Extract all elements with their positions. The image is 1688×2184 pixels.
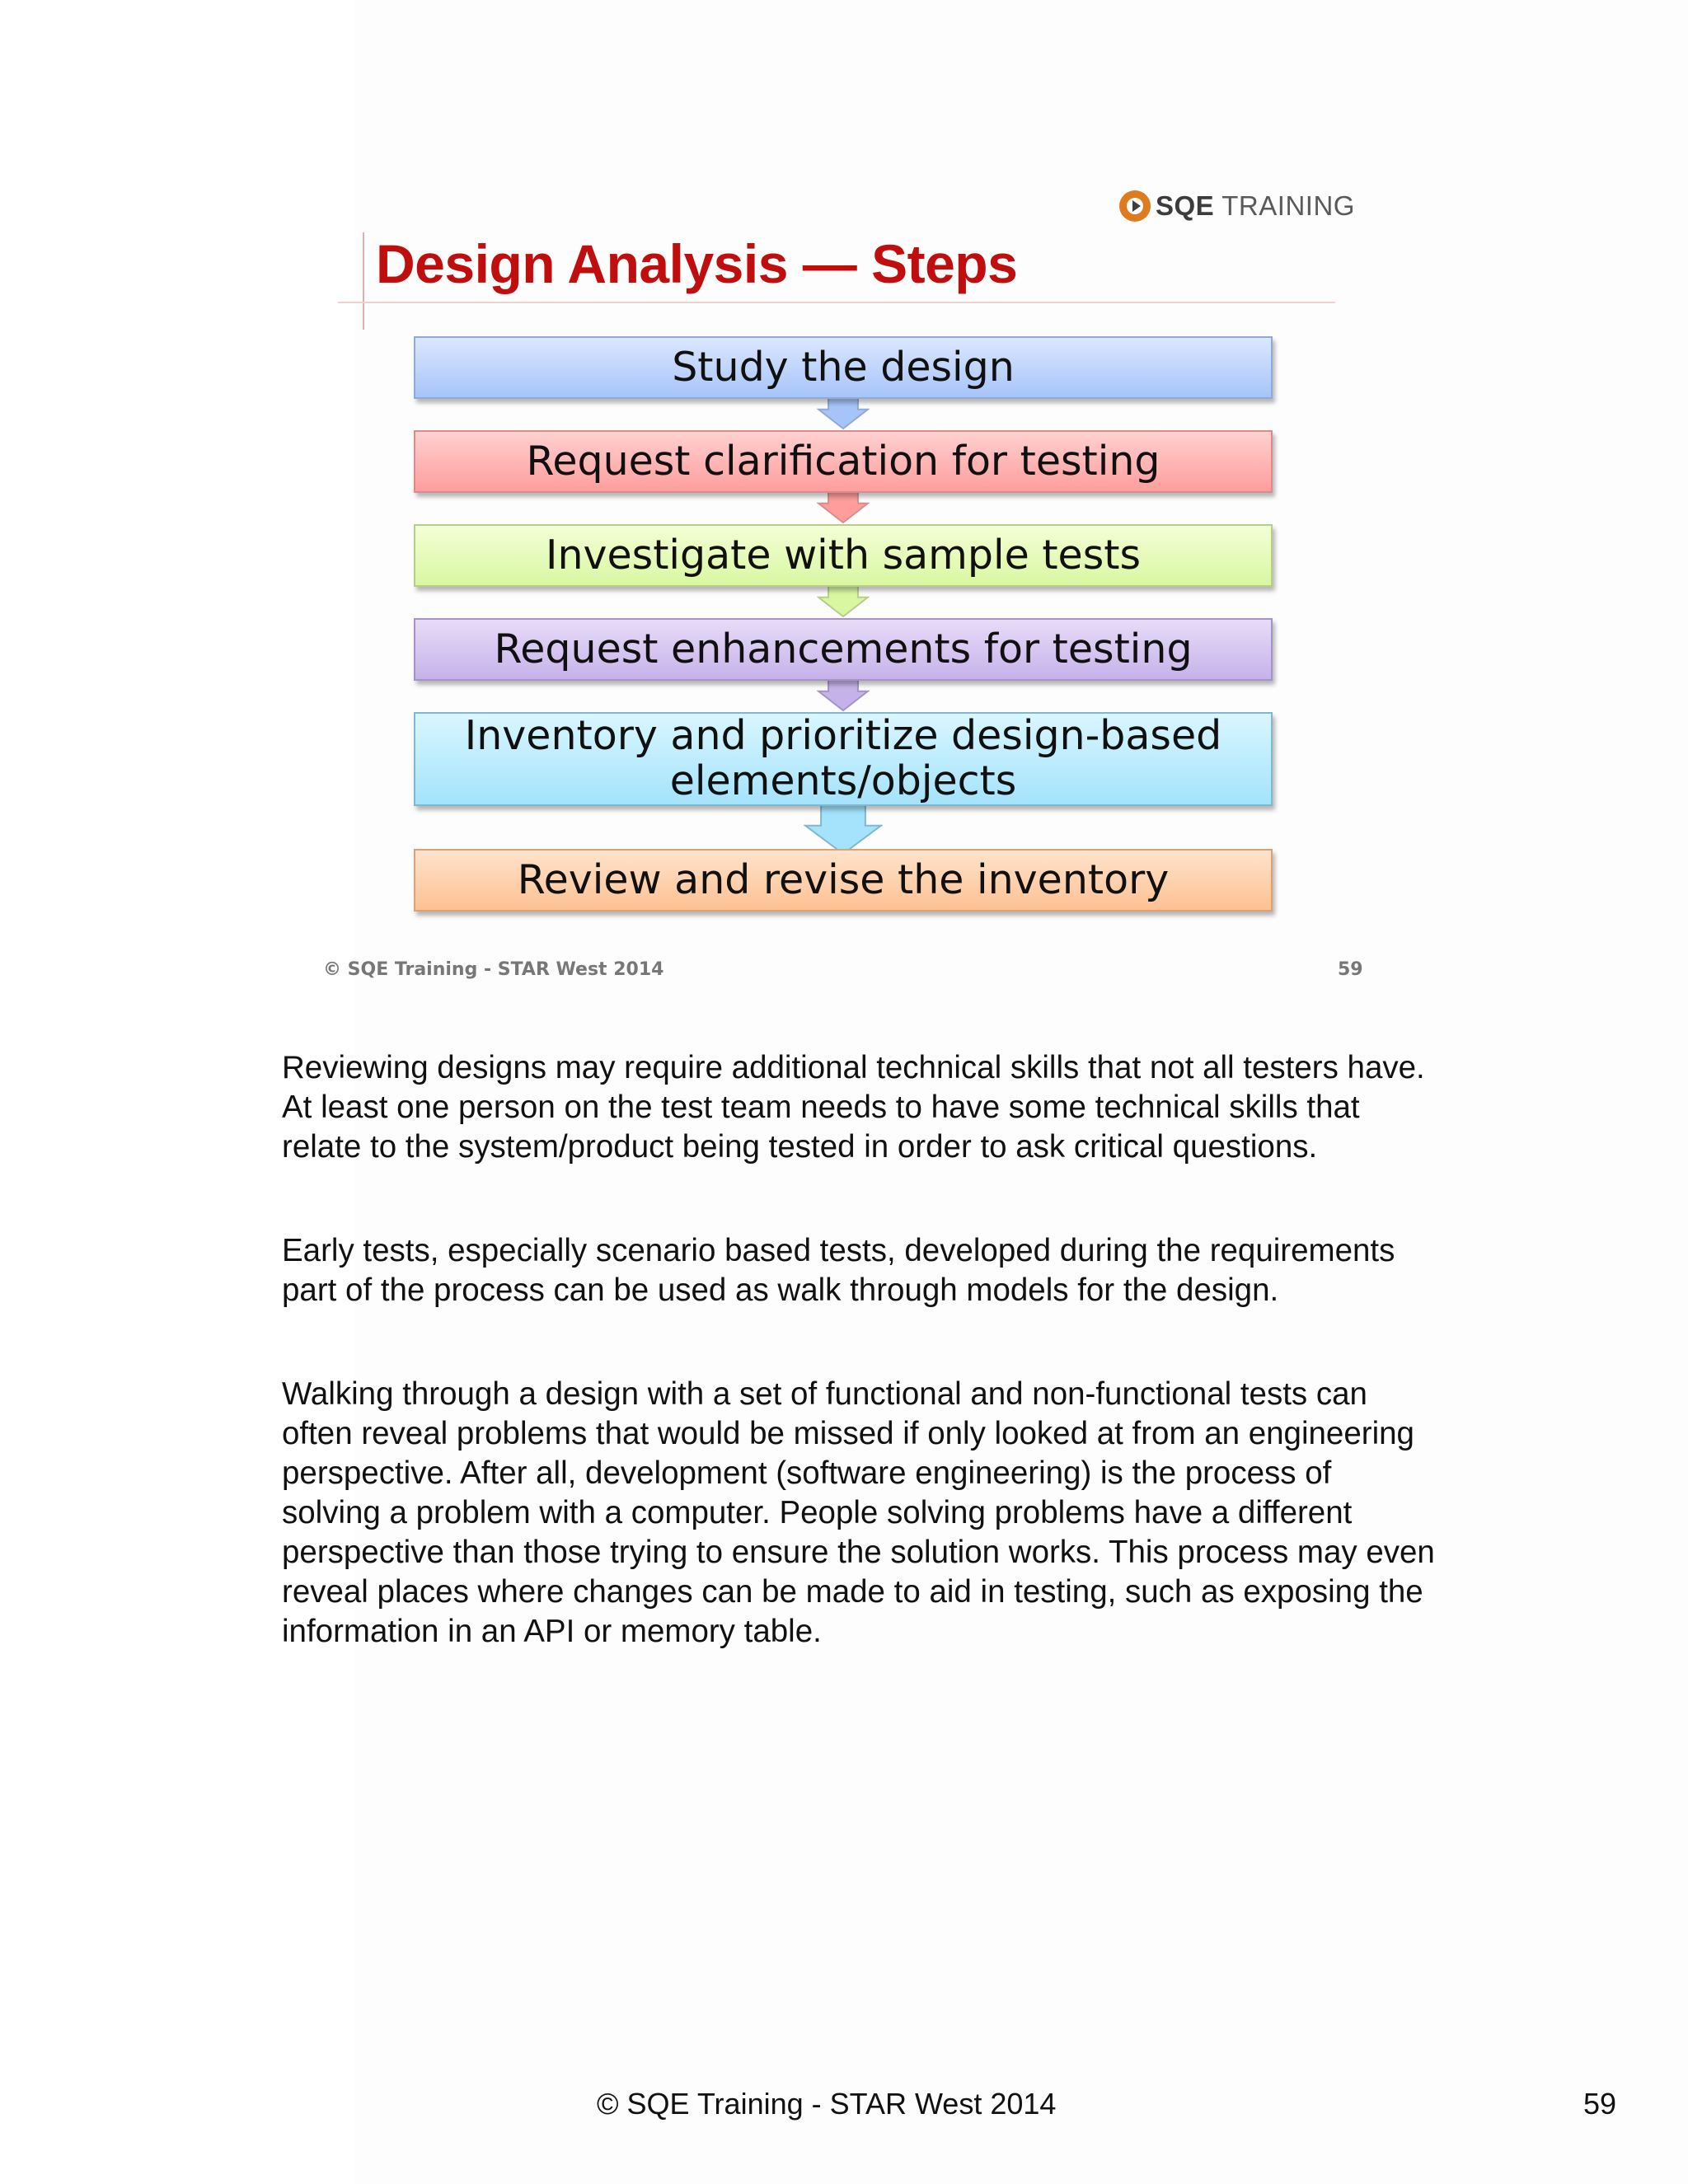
step-label-4: Request enhancements for testing [494,625,1193,673]
notes-paragraph-2: Early tests, especially scenario based tests, developed during the requirements part of the process can be used as walk through models for the design. [282,1233,1395,1308]
step-box-6 [414,849,1273,912]
sqe-training-logo [1119,188,1355,224]
page-footer-copyright: © SQE Training - STAR West 2014 [597,2087,1057,2121]
slide [321,181,1376,997]
title-divider-vertical [363,232,364,330]
notes [282,1048,1436,1652]
logo-text: SQE TRAINING [1156,190,1355,221]
step-label-1: Study the design [672,343,1015,391]
step-box-4 [414,618,1273,681]
down-arrow-icon [804,801,883,855]
step-label-6: Review and revise the inventory [517,855,1170,903]
slide-footer-page-number: 59 [1338,959,1363,980]
step-box-5 [414,712,1273,806]
sqe-logo-icon [1119,190,1151,222]
page-number: 59 [1583,2087,1617,2121]
step-box-3 [414,524,1273,587]
notes-paragraph-1: Reviewing designs may require additional technical skills that not all testers have. At least one person on the test team needs to have some technical skills that relate to the system/product being tested in order to ask critical questions. [282,1050,1425,1165]
notes-paragraph-3: Walking through a design with a set of functional and non-functional tests can often reveal problems that would be missed if only looked at from an engineering perspective. After all, development (software engineering) is the process of solving a problem with a computer. People solving problems have a different perspective than those trying to ensure the solution works. This process may even reveal places where changes can be made to aid in testing, such as exposing the information in an API or memory table. [282,1376,1435,1649]
step-label-2: Request clarification for testing [526,437,1160,485]
step-label-5: Inventory and prioritize design-based elements/objects [464,712,1222,804]
step-box-1 [414,336,1273,399]
slide-footer-copyright: © SQE Training - STAR West 2014 [323,959,664,980]
step-label-3: Investigate with sample tests [546,531,1141,579]
title-divider-horizontal [338,302,1335,303]
step-box-2 [414,430,1273,493]
slide-title: Design Analysis — Steps [376,233,1018,294]
